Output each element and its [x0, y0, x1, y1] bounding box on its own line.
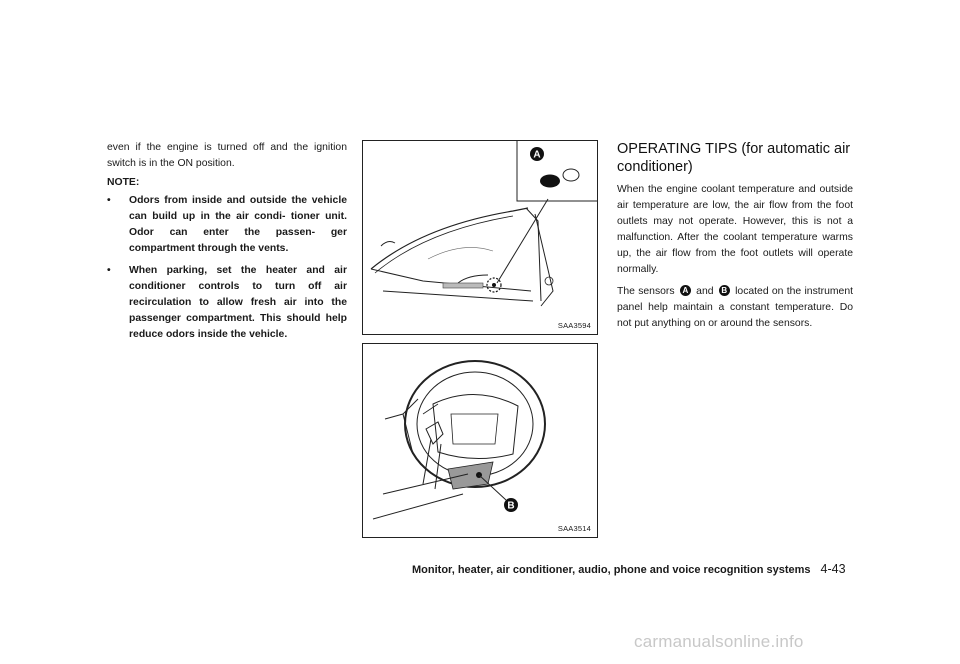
label-a-icon: A — [533, 149, 541, 161]
watermark: carmanualsonline.info — [634, 632, 804, 651]
note-list — [107, 193, 347, 343]
figure-code: SAA3594 — [557, 321, 591, 330]
figure-steering-sensor — [362, 343, 598, 538]
bullet-icon: • — [107, 265, 111, 276]
marker-a-icon: A — [680, 285, 691, 296]
note-title: NOTE: — [107, 177, 140, 188]
left-column — [107, 140, 347, 349]
windshield-illustration — [363, 141, 597, 334]
steering-illustration — [363, 344, 597, 537]
label-b-icon: B — [507, 500, 515, 512]
note-item — [107, 193, 347, 257]
page-number: 4-43 — [820, 562, 846, 576]
bullet-icon: • — [107, 195, 111, 206]
figure-windshield-sensor — [362, 140, 598, 335]
intro-paragraph: even if the engine is turned off and the ignition switch is in the ON position. — [107, 142, 347, 169]
note-item — [107, 263, 347, 343]
marker-b-icon: B — [719, 285, 730, 296]
section-heading: OPERATING TIPS (for automatic air conditioner) — [617, 141, 851, 175]
page-footer — [412, 562, 852, 576]
note-text: Odors from inside and outside the vehicle can build up in the air condi- tioner unit. Odor can enter the passen- ger compartment through the vents. — [129, 195, 347, 254]
tips-paragraph: When the engine coolant temperature and outside air temperature are low, the air flow from the foot outlets may not operate. However, this is not a malfunction. After the coolant temperature warms up, the air flow from the foot outlets will operate normally. — [617, 184, 853, 275]
note-text: When parking, set the heater and air conditioner controls to turn off air recirculation to allow fresh air into the passenger compartment. This should help reduce odors inside the vehicle. — [129, 265, 347, 340]
right-column — [617, 140, 853, 332]
footer-section-title: Monitor, heater, air conditioner, audio, phone and voice recognition systems — [412, 564, 811, 576]
figure-code: SAA3514 — [557, 524, 591, 533]
sensors-paragraph: The sensors A and B located on the instrument panel help maintain a constant temperature. Do not put anything on or around the sensors. — [617, 286, 853, 329]
